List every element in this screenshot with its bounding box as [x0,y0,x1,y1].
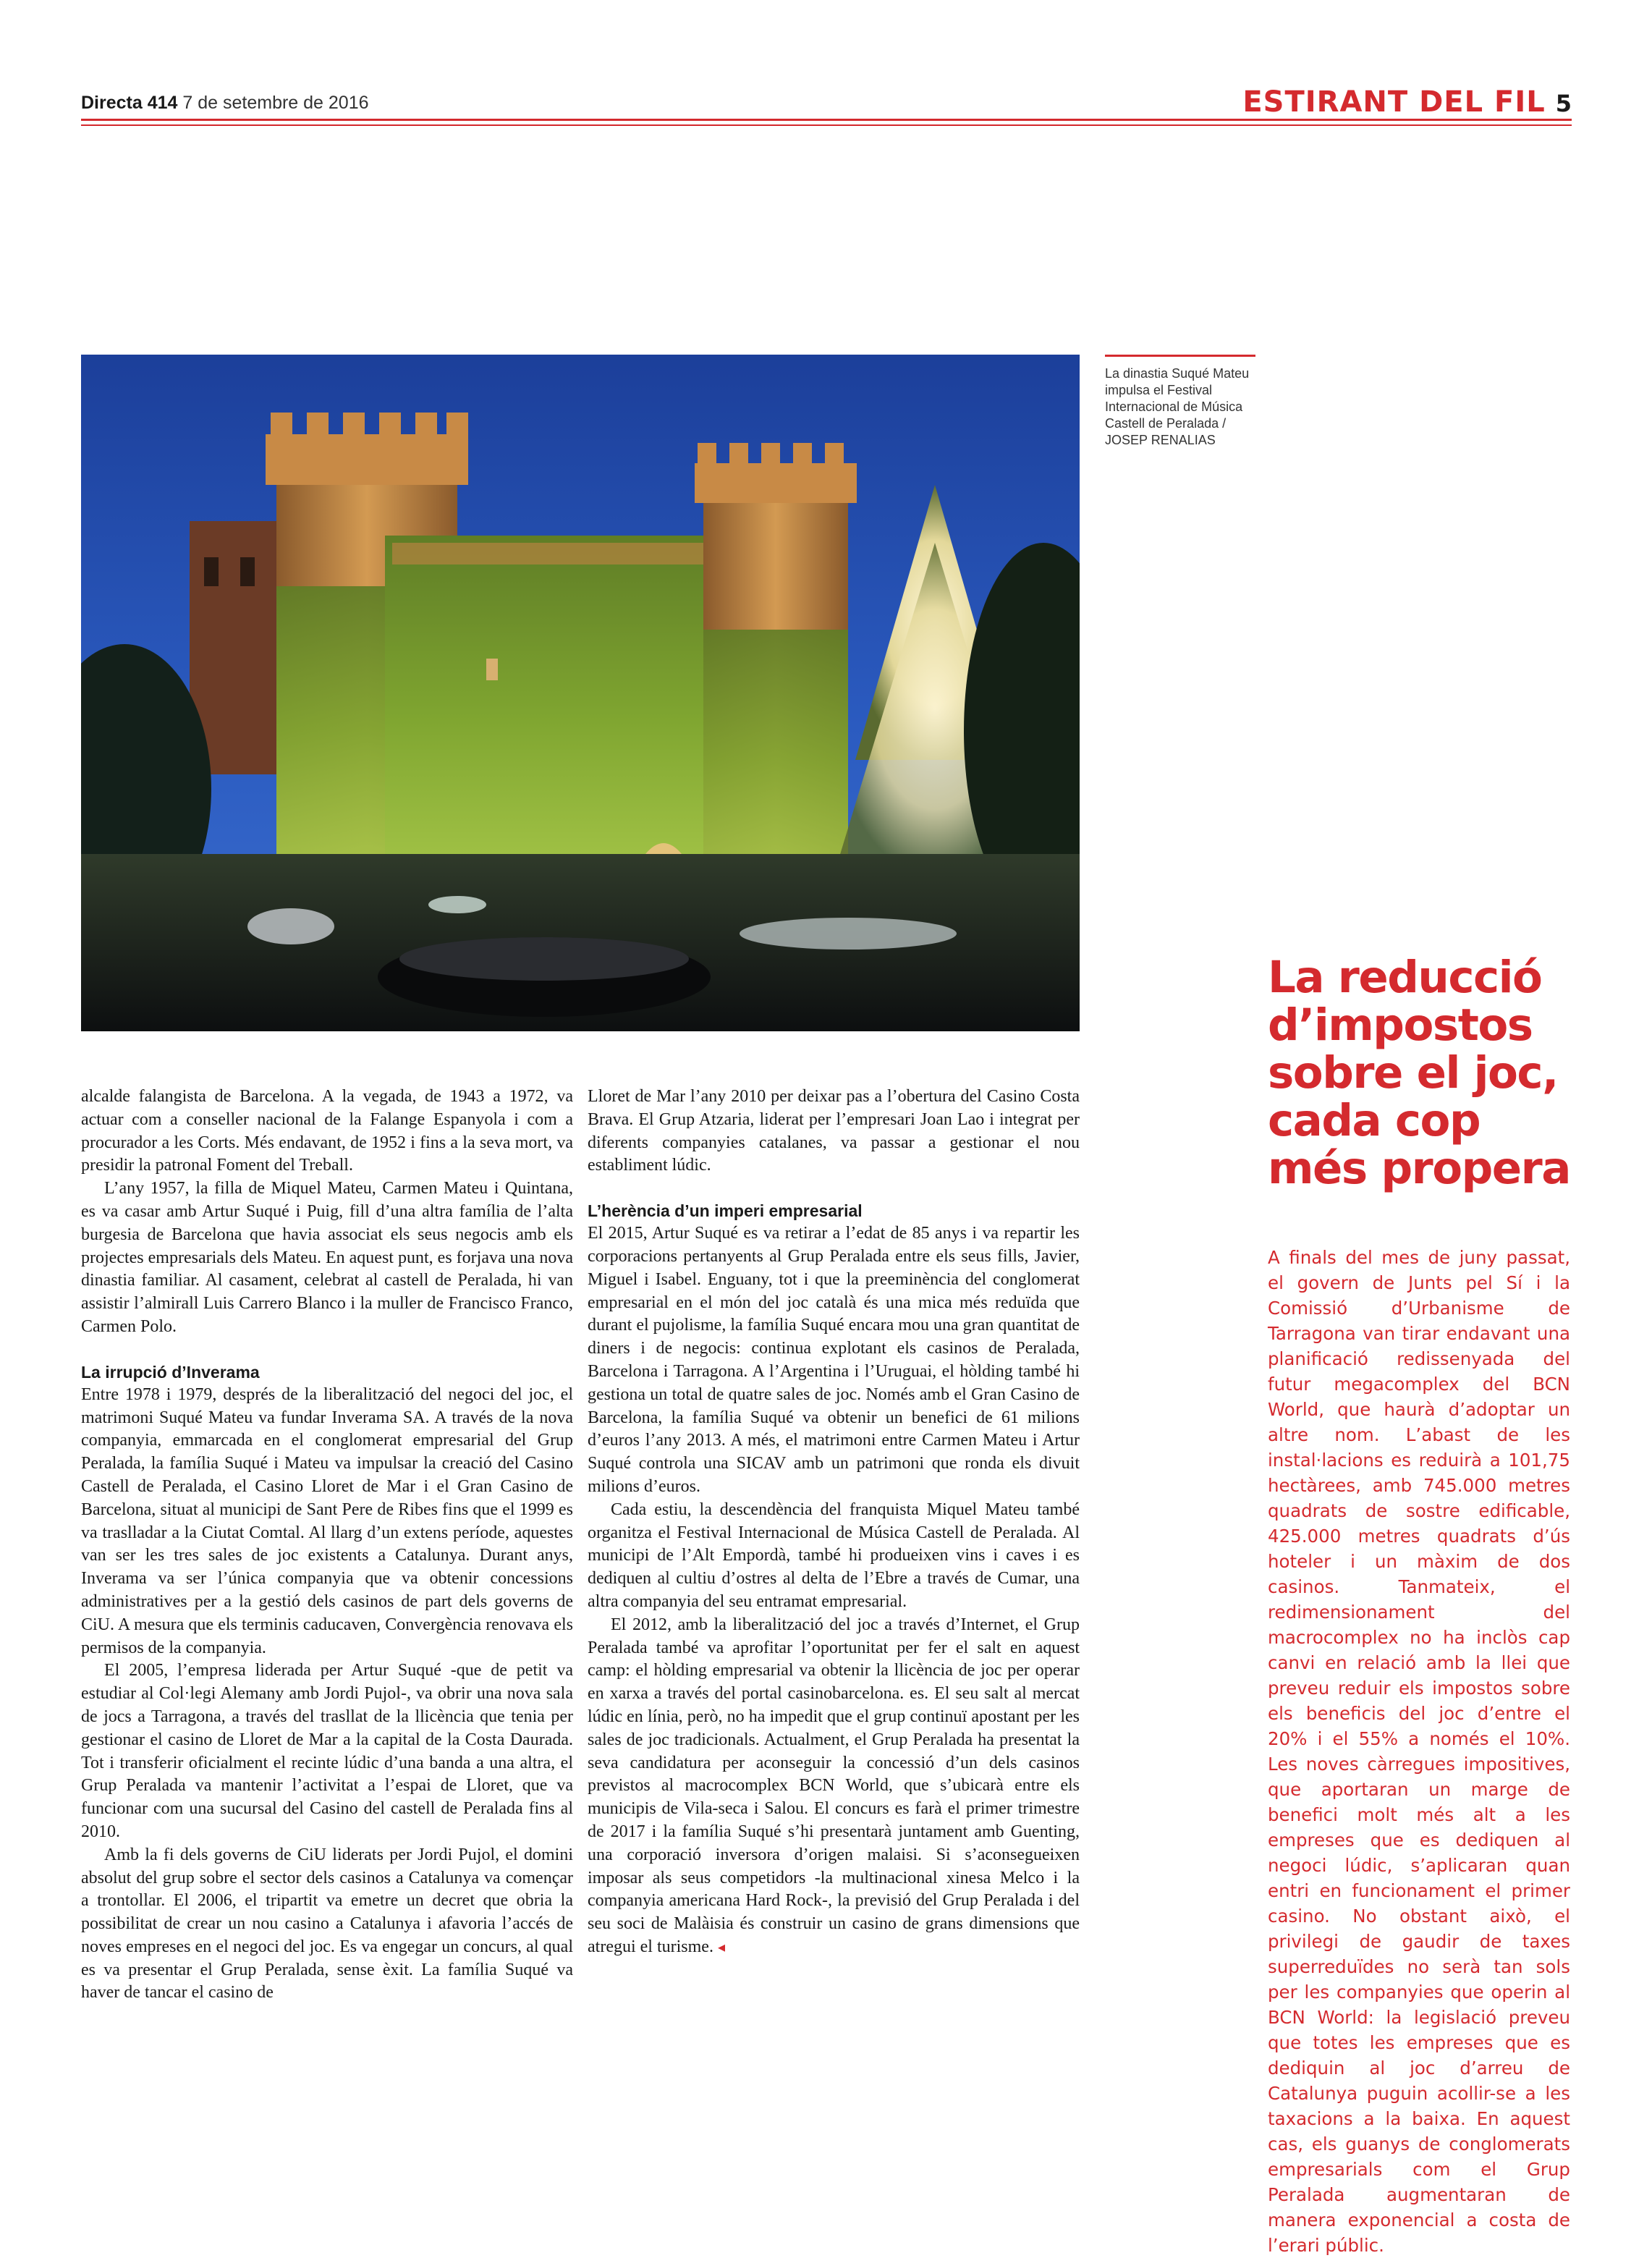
paragraph: Lloret de Mar l’any 2010 per deixar pas a l’obertura del Casino Costa Brava. El Grup Atzaria, liderat per l’empresari Joan Lao i integrat per diferents companyies catalanes, va passar a gestionar el nou establiment lúdic. [588,1087,1080,1175]
paragraph: L’any 1957, la filla de Miquel Mateu, Carmen Mateu i Quintana, es va casar amb Artur Suqué i Puig, fill d’una altra família de l’alta burgesia de Barcelona que havia associat els seus negocis amb els projectes empresarials dels Mateu. En aquest punt, es forjava una nova dinastia familiar. Al casament, celebrat al castell de Peralada, hi van assistir l’almirall Luis Carrero Blanco i la muller de Francisco Franco, Carmen Polo. [81,1179,573,1336]
article-column-2 [588,1086,1080,1959]
section-heading [1242,85,1572,119]
article-column-1 [81,1086,573,2005]
paragraph: Entre 1978 i 1979, després de la liberalització del negoci del joc, el matrimoni Suqué Mateu va fundar Inverama SA. A través de la nova companyia, emmarcada en el conglomerat empresarial del Grup Peralada, la família Suqué i Mateu va impulsar la creació del Casino Castell de Peralada, el Casino Lloret de Mar i el Gran Casino de Barcelona, situat al municipi de Sant Pere de Ribes fins que el 1999 es va traslladar a la Ciutat Comtal. Al llarg d’un extens període, aquestes van ser les tres sales de joc existents a Catalunya. Durant anys, Inverama va ser l’única companyia que va obtenir concessions administratives per a la gestió dels casinos de part dels governs de CiU. A mesura que els terminis caducaven, Convergència renovava els permisos de la companyia. [81,1384,573,1657]
issue-date: 7 de setembre de 2016 [182,93,369,113]
paragraph: Amb la fi dels governs de CiU liderats per Jordi Pujol, el domini absolut del grup sobre el sector dels casinos a Catalunya va començar a trontollar. El 2006, el tripartit va emetre un decret que obria la possibilitat de crear un nou casino a Catalunya i afavoria l’accés de noves empreses en el negoci del joc. Es va engegar un concurs, al qual es va presentar el Grup Peralada, sense èxit. La família Suqué va haver de tancar el casino de [81,1845,573,2003]
castle-photo [81,355,1080,1031]
subheading: La irrupció d’Inverama [81,1362,260,1382]
header-rule-bottom [81,124,1572,126]
castle-photo-icon [81,355,1080,1031]
end-mark-icon: ◂ [717,1937,725,1955]
page-number: 5 [1555,90,1572,117]
paragraph [588,1614,1080,1959]
caption-rule [1105,355,1255,357]
header-rule-top [81,119,1572,121]
paragraph: alcalde falangista de Barcelona. A la vegada, de 1943 a 1972, va actuar com a conseller nacional de la Falange Espanyola i com a procurador a les Corts. Més endavant, de 1952 i fins a la seva mort, va presidir la patronal Foment del Treball. [81,1087,573,1175]
subheading: L’herència d’un imperi empresarial [588,1201,863,1221]
folio [81,93,369,114]
paragraph-text: El 2012, amb la liberalització del joc a través d’Internet, el Grup Peralada també va aprofitar l’oportunitat per fer el salt en aquest camp: el hòlding empresarial va obtenir la llicència de joc per operar en xarxa a través del portal casinobarcelona. es. El seu salt al mercat lúdic en línia, però, no ha impedit que el grup continuï apostant per les sales de joc tradicionals. Actualment, el Grup Peralada ha presentat la seva candidatura per aconseguir la concessió d’un dels casinos previstos al macrocomplex BCN World, que s’ubicarà entre els municipis de Vila-seca i Salou. El concurs es farà el primer trimestre de 2017 i la família Suqué s’hi presentarà juntament amb Guenting, una corporació inversora d’origen malaisi. Si s’aconsegueixen imposar als seus competidors -la multinacional xinesa Melco i la companyia americana Hard Rock-, la previsió del Grup Peralada i del seu soci de Malàisia és construir un casino de grans dimensions que atregui el turisme. [588,1615,1080,1956]
paragraph: El 2005, l’empresa liderada per Artur Suqué -que de petit va estudiar al Col·legi Alemany amb Jordi Pujol-, va obrir una nova sala de jocs a Tarragona, a través del trasllat de la llicència que tenia per gestionar el casino de Lloret de Mar a la capital de la Costa Daurada. Tot i transferir oficialment el recinte lúdic d’una banda a una altra, el Grup Peralada va mantenir l’activitat a l’espai de Lloret, que va funcionar com una sucursal del Casino del castell de Peralada fins al 2010. [81,1661,573,1841]
sidebar-title: La reducció d’impostos sobre el joc, cada cop més propera [1268,952,1570,1194]
sidebar-body: A finals del mes de juny passat, el govern de Junts pel Sí i la Comissió d’Urbanisme de Tarragona van tirar endavant una planificació redissenyada del futur megacomplex del BCN World, que haurà d’adoptar un altre nom. L’abast de les instal·lacions es reduirà a 101,75 hectàrees, amb 745.000 metres quadrats de sostre edificable, 425.000 metres quadrats d’ús hoteler i un màxim de dos casinos. Tanmateix, el redimensionament del macrocomplex no ha inclòs cap canvi en relació amb la llei que preveu reduir els impostos sobre els beneficis del joc d’entre el 20% i el 55% a només el 10%. Les noves càrregues impositives, que aportaran un marge de benefici molt més alt a les empreses que es dediquen al negoci lúdic, s’aplicaran quan entri en funcionament el primer casino. No obstant això, el privilegi de gaudir de taxes superreduïdes no serà tan sols per les companyies que operin al BCN World: la legislació preveu que totes les empreses que es dediquin al joc d’arreu de Catalunya puguin acollir-se a les taxacions a la baixa. En aquest cas, els guanys de conglomerats empresarials com el Grup Peralada augmentaran de manera exponencial a costa de l’erari públic. [1268,1247,1570,2256]
paragraph: Cada estiu, la descendència del franquista Miquel Mateu també organitza el Festival Internacional de Música Castell de Peralada. Al municipi de l’Alt Empordà, també hi produeixen vins i caves i es dediquen al cultiu d’ostres al delta de l’Ebre a través de Cumar, una altra companyia del seu entramat empresarial. [588,1500,1080,1611]
publication-name: Directa 414 [81,93,178,113]
paragraph: El 2015, Artur Suqué es va retirar a l’edat de 85 anys i va repartir les corporacions pertanyents al Grup Peralada entre els seus fills, Javier, Miguel i Isabel. Enguany, tot i que la preeminència del conglomerat empresarial en el món del joc català és una mica més reduïda que durant el pujolisme, la família Suqué encara mou una gran quantitat de diners i de negocis: continua explotant els casinos de Peralada, Barcelona i Tarragona. A l’Argentina i l’Uruguai, el hòlding també hi gestiona un total de quatre sales de joc. Només amb el Gran Casino de Barcelona, la família Suqué va obtenir un benefici de 61 milions d’euros l’any 2013. A més, el matrimoni entre Carmen Mateu i Artur Suqué controla una SICAV amb un patrimoni que ronda els divuit milions d’euros. [588,1224,1080,1496]
section-title: ESTIRANT DEL FIL [1242,85,1546,119]
photo-caption: La dinastia Suqué Mateu impulsa el Festival Internacional de Música Castell de Peralada / JOSEP RENALIAS [1105,366,1250,447]
